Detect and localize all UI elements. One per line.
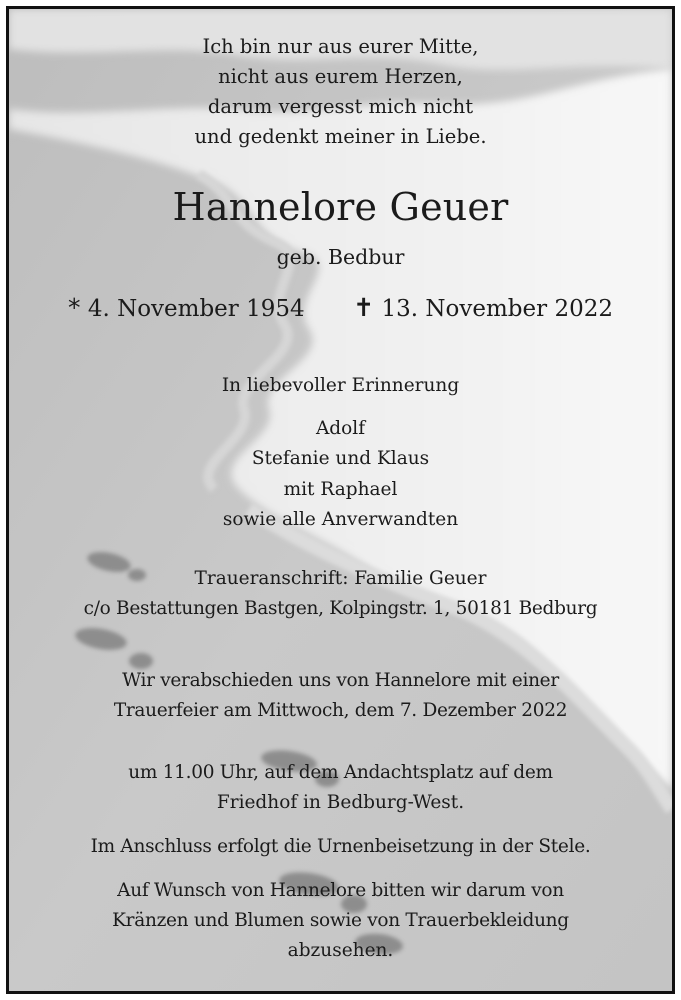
mourner-line: Adolf — [315, 418, 366, 439]
request-line: Auf Wunsch von Hannelore bitten wir darum von — [117, 880, 564, 901]
mourner-line: mit Raphael — [283, 479, 398, 500]
mourner-line: Stefanie und Klaus — [251, 448, 430, 469]
life-dates — [9, 293, 672, 322]
address-line: Traueranschrift: Familie Geuer — [194, 568, 487, 589]
address-line: c/o Bestattungen Bastgen, Kolpingstr. 1, 50181 Bedburg — [83, 598, 598, 619]
death-date: 13. November 2022 — [381, 296, 613, 322]
mourner-line: sowie alle Anverwandten — [222, 509, 459, 530]
birth-star-icon: * — [68, 293, 81, 322]
request-line: abzusehen. — [287, 940, 394, 961]
death-cross-icon: ✝ — [353, 293, 375, 322]
poem-line: darum vergesst mich nicht — [207, 95, 474, 118]
poem-line: und gedenkt meiner in Liebe. — [194, 125, 487, 148]
birth-date: 4. November 1954 — [87, 296, 305, 322]
birth-name: geb. Bedbur — [276, 245, 405, 269]
mourners-intro: In liebevoller Erinnerung — [221, 375, 460, 396]
ceremony-line: Wir verabschieden uns von Hannelore mit einer — [122, 670, 559, 691]
urn-burial-line: Im Anschluss erfolgt die Urnenbeisetzung in der Stele. — [90, 836, 591, 857]
deceased-name: Hannelore Geuer — [172, 185, 509, 229]
ceremony-line: Friedhof in Bedburg-West. — [216, 792, 465, 813]
poem-line: nicht aus eurem Herzen, — [218, 65, 463, 88]
poem-line: Ich bin nur aus eurer Mitte, — [202, 35, 479, 58]
ceremony-line: Trauerfeier am Mittwoch, dem 7. Dezember 2022 — [113, 700, 568, 721]
obituary-text — [9, 9, 672, 991]
ceremony-line: um 11.00 Uhr, auf dem Andachtsplatz auf dem — [128, 762, 553, 783]
obituary-frame — [6, 6, 675, 994]
request-line: Kränzen und Blumen sowie von Trauerbekleidung — [112, 910, 569, 931]
